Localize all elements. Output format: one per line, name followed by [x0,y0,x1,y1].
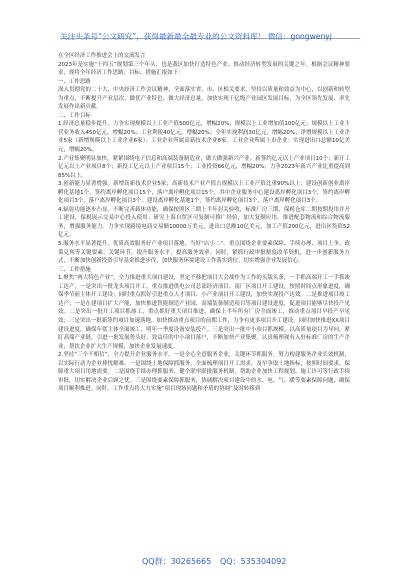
header-banner [60,24,360,39]
paragraph: 1.经济总量稳步提升。力争实现规模以上工业产值500亿元，增幅20%；规模以上工业增加值100亿元；规模以上工业主营业务收入450亿元，增幅20%；工业利税40亿元，增幅20%；全年实现利润30亿元，增幅20%；净增规模以上工业企业5家（新增规模以上工业企业6家）；工业企业所属高新技术企业8家。工业企业所属上市企业：实现进出口总额10亿美元，增幅20%。 [58,121,350,154]
paragraph: 2.坚持“三个不相信”，全力提升企业服务水平。一是全心全意服务企业，关键环节抓服务。努力构建服务企业长效机制，以实际行动为企业排忧解难。一是围绕土地保障抓服务，全面梳理项目开工需求，及早争取土地指标，按照时间要求，保障重大项目用地需要。二是围绕手续办理抓服务，健全联审联批服务机制，帮助企业加快工程规划、施工许可等行政手续审批，切实解决企业后顾之忧。三是围绕要素保障抓服务，协调解决项目建设中的水、电、气、暖等要素保障问题，确保项目顺利推进。同时，工作重点将大力实施“项目现场问题和矛盾的协调”及时转移到 [58,352,350,393]
document-body [58,52,350,394]
paragraph: 4.辐射功能逐步凸显。不断完善载体功能，确保按照区三期上半年封关验收，标准厂房三期、保税仓库二期按期投用并开工建设，保税展示交易中心投入使用；研究上海自贸区可复制可推广经验，加大复制应用。推进配套物流和综合物流服务，增强服务能力。力争实现跨境电商交易额10000万美元，进出口总额10亿美元，加工产值200亿元，进出区货值52亿元。 [58,206,350,239]
paragraph: 深入贯彻党的二十大、中央经济工作会议精神，全面落实省、市、区相关要求，坚持以质量和效益为中心，以创新和转型为重点，不断提升产业层次、做优产业特色、做大经济总量，加快实现千亿级产业园区发展目标，为全区领先发展、率先发展作出新贡献。 [58,87,350,111]
doc-title: 在全区经济工作推进会上的交流发言 [58,53,146,59]
section-heading: 二、工作目标 [58,112,91,119]
paragraph: 2023年是实施“十四五”规划第三个年头，也是我区加快打造特色产业、推动经济转型发展的关键之年。根据会议精神要求，现将全年经济工作思路、目标、措施汇报如下： [58,61,350,77]
paragraph: 2.产业集聚明显加快。紧紧围绕电子信息和高端装备制造业，做大做强新兴产业。新签约亿元以上产业项目10个；新开工亿元以上产业项目8个；新投工亿元以上产业项目15个；工业投资66亿元，增幅20%；力争2023年新兴产业比重提高到85%以上。 [58,155,350,179]
footer-contact [0,556,408,570]
section-heading: 一、工作思路 [58,78,91,85]
qq-text: QQ：535304092 [220,557,287,566]
paragraph: 3.创新能力显著增强。新增高新技术企业5家；高新技术产业产值占规模以上工业产值比重90%以上；建设创新创业离岸孵化基地1个，签约离岸孵化项目15个，落户离岸孵化项目15个，其中企业服务中心建设离岸孵化项目3个，签约离岸孵化项目3个，落户离岸孵化项目3个。建设离岸孵化基地1个，签约离岸孵化项目3个，落户离岸孵化项目3个。 [58,181,350,205]
paragraph: 1.聚焦“两大特色产业”，全力推进重大项目建设，坚定不移把项目大会战作为工作的头版头条，一手抓高端开工一手抓竣工达产，一是突出一批龙头项目开工。重点推进供电公司总部经济项目、南厂区项目开工建设，按照时间点形象进度，确保季节前主体开工建设；同时重点抓好引进重点人才项目、小产业项目开工建设，加快实现投产达效。二是推进项目竣工达产；一是在建项目扩大产能，加快推进智能制造产业园、高端装备制造项目等项目建设进度，促进项目能够尽快投产见效。二是突出一批开工项目抓竣工，重点抓好重大项目推进，确保上半年所有厂房全面竣工，推动重点项目早投产早见效；三是突出一批新签约项目加速落地，加快推动重点项目的前期工作，力争有更多项目开工建设，同时加快推进XX项目建设进度，确保年底主体全面竣工，明年一季度设备安装投产。三是突出一批中小项目抓规模。以高质量项目为导向，紧盯高端产业链，引进一批发展势头好、效益佳的中小项目落户，不断加快产业集聚。认真梳理现有入驻标准厂房的生产企业，帮扶企业扩大生产规模，加快企业发展速度。 [58,275,350,350]
qq-group-text: QQ群：30265665 [142,557,212,566]
banner-text[interactable]: 关注头条号“公文研究”，获得最新最全最专业的公文资料库！ 微信：gongwenyj [60,32,332,41]
section-heading: 三、工作措施 [58,266,91,273]
paragraph: 5.服务水平显著提升。优质高效服务好产业项目落地，当好“店小二”。重点围绕企业要素保障、手续办理、项目上争、政策兑现等关键要素、关键环节，提升服务水平，提高服务效率。同时，紧抓行政审批制度改革契机，进一步创新服务方式，不断加快创新投资引导基金推进步伐，加快服务环境建设工作落实到位，切实增强企业发展信心。 [58,241,350,265]
